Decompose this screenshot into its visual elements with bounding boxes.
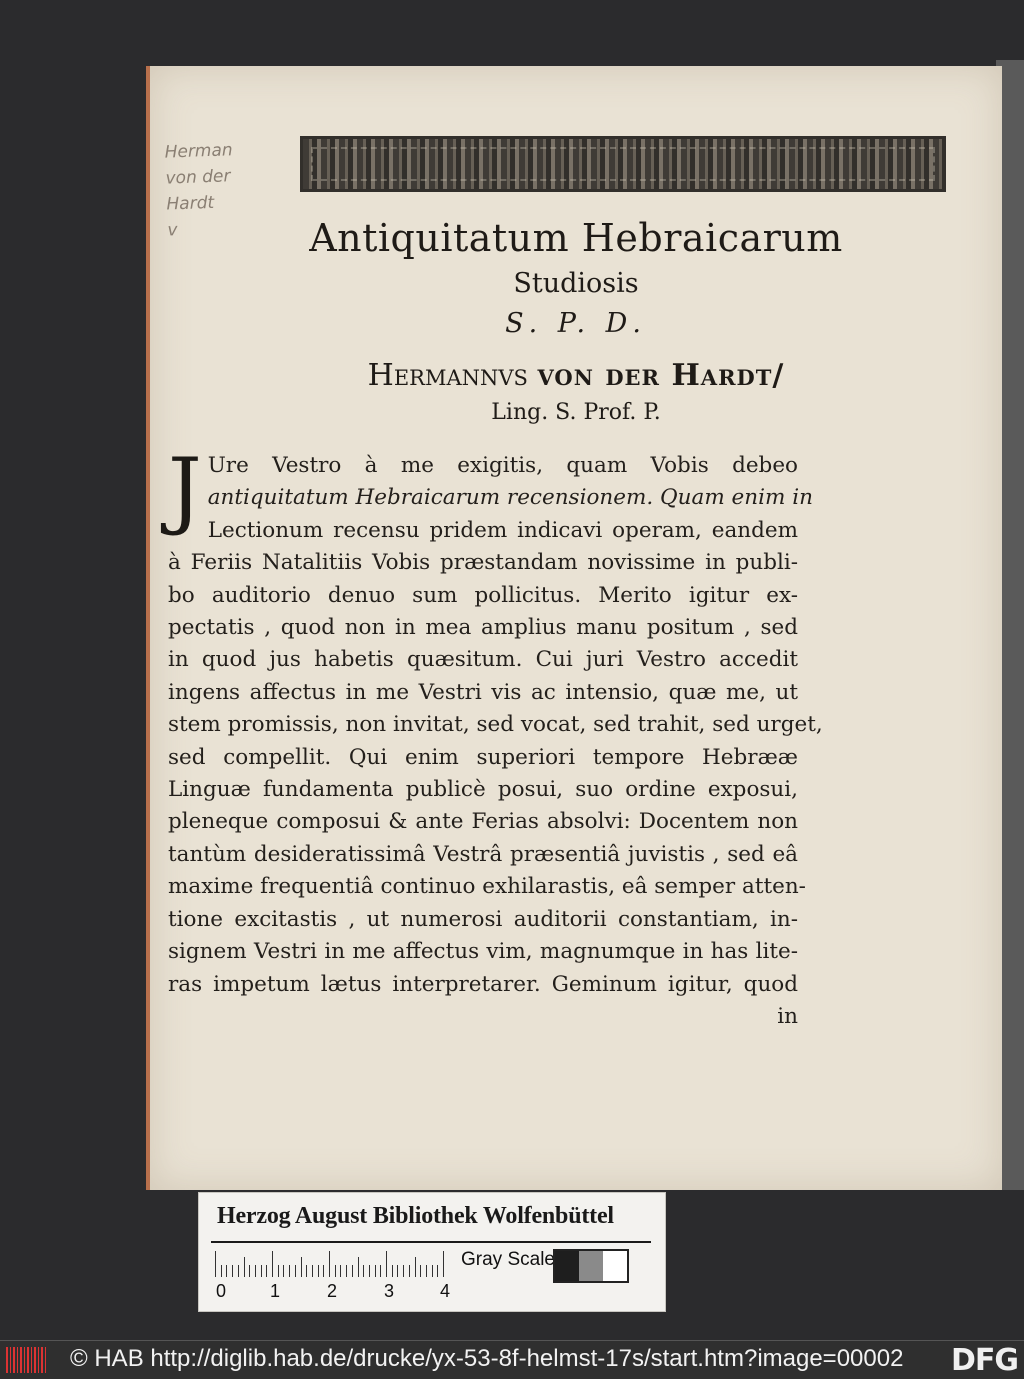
author-name-fraktur: von der Hardt/ — [537, 358, 785, 393]
ruler-tick — [289, 1265, 290, 1277]
ruler-tick — [380, 1265, 381, 1277]
ruler-number: 4 — [439, 1281, 450, 1301]
ruler-tick — [363, 1265, 364, 1277]
ruler-tick — [443, 1251, 444, 1277]
ruler-tick — [386, 1251, 387, 1277]
ruler-number: 1 — [269, 1281, 280, 1301]
viewer-footer — [0, 1340, 1024, 1379]
hab-logo-icon — [6, 1347, 46, 1373]
text-line: sed compellit. Qui enim superiori tempore Hebrææ — [168, 744, 798, 770]
author-name — [150, 358, 1002, 393]
ruler-tick — [335, 1265, 336, 1277]
ruler-tick — [346, 1265, 347, 1277]
ruler-tick — [352, 1265, 353, 1277]
page-subtitle: Studiosis — [513, 268, 639, 299]
ruler-tick — [358, 1257, 359, 1277]
text-line: ingens affectus in me Vestri vis ac intensio, quæ me, ut — [168, 679, 798, 705]
text-line: tantùm desideratissimâ Vestrâ præsentiâ juvistis , sed eâ — [168, 841, 798, 867]
margin-annotation-line: Herman — [164, 140, 233, 163]
ruler-tick — [340, 1265, 341, 1277]
margin-annotation-line: v — [167, 220, 178, 241]
ruler-tick — [215, 1251, 216, 1277]
text-line: pleneque composui & ante Ferias absolvi: Docentem non — [168, 809, 798, 835]
gray-swatch — [579, 1251, 603, 1281]
body-text — [168, 440, 823, 1033]
margin-annotation-line: Hardt — [166, 192, 215, 215]
margin-annotation-line: von der — [165, 166, 231, 189]
text-line: stem promissis, non invitat, sed vocat, sed trahit, sed urget, — [168, 712, 823, 738]
text-line: tione excitastis , ut numerosi auditorii constantiam, in- — [168, 906, 798, 932]
library-color-card — [198, 1192, 666, 1312]
gray-scale-swatches — [553, 1249, 629, 1283]
ruler-tick — [226, 1265, 227, 1277]
ruler-tick — [301, 1257, 302, 1277]
text-line: pectatis , quod non in mea amplius manu positum , sed — [168, 615, 798, 641]
ruler-tick — [415, 1257, 416, 1277]
ruler-tick — [432, 1265, 433, 1277]
ruler-number: 3 — [383, 1281, 394, 1301]
ruler-number: 0 — [215, 1281, 226, 1301]
drop-cap: J — [168, 440, 202, 538]
ruler-tick — [437, 1265, 438, 1277]
text-line: ras impetum lætus interpretarer. Geminum igitur, quod — [168, 971, 798, 997]
gray-swatch — [555, 1251, 579, 1281]
text-line: maxime frequentiâ continuo exhilarastis, eâ semper atten- — [168, 874, 806, 900]
text-line: Linguæ fundamenta publicè posui, suo ordine exposui, — [168, 777, 798, 803]
text-line: Lectionum recensu pridem indicavi operam, eandem — [207, 517, 798, 543]
scale-ruler — [215, 1251, 447, 1277]
ruler-tick — [375, 1265, 376, 1277]
ruler-tick — [221, 1265, 222, 1277]
ruler-tick — [249, 1265, 250, 1277]
ruler-tick — [397, 1265, 398, 1277]
card-divider — [211, 1241, 651, 1243]
author-name-roman: Hermannvs — [367, 358, 528, 393]
ruler-number: 2 — [326, 1281, 337, 1301]
ruler-tick — [392, 1265, 393, 1277]
ruler-tick — [261, 1265, 262, 1277]
ruler-tick — [232, 1265, 233, 1277]
gray-scale-label: Gray Scale — [461, 1249, 555, 1270]
ruler-tick — [244, 1257, 245, 1277]
ruler-tick — [283, 1265, 284, 1277]
text-line: in quod jus habetis quæsitum. Cui juri Vestro accedit — [168, 647, 798, 673]
ruler-tick — [369, 1265, 370, 1277]
ruler-tick — [318, 1265, 319, 1277]
catchword: in — [777, 1003, 798, 1029]
ruler-tick — [306, 1265, 307, 1277]
ruler-tick — [409, 1265, 410, 1277]
ruler-tick — [272, 1251, 273, 1277]
ruler-tick — [255, 1265, 256, 1277]
source-credit-link[interactable]: © HAB http://diglib.hab.de/drucke/yx-53-8f-helmst-17s/start.htm?image=00002 — [70, 1345, 904, 1372]
ruler-tick — [238, 1265, 239, 1277]
page-title: Antiquitatum Hebraicarum — [309, 216, 843, 260]
dfg-logo: DFG — [950, 1343, 1018, 1378]
gray-swatch — [603, 1251, 627, 1281]
text-line: antiquitatum Hebraicarum recensionem. Quam enim in — [207, 485, 813, 511]
ruler-tick — [426, 1265, 427, 1277]
ruler-tick — [420, 1265, 421, 1277]
text-line: signem Vestri in me affectus vim, magnumque in has lite- — [168, 939, 798, 965]
ruler-tick — [295, 1265, 296, 1277]
decorative-headpiece — [300, 136, 946, 192]
ruler-tick — [312, 1265, 313, 1277]
ruler-tick — [403, 1265, 404, 1277]
text-line: bo auditorio denuo sum pollicitus. Merito igitur ex- — [168, 582, 798, 608]
author-position: Ling. S. Prof. P. — [491, 400, 661, 425]
salutation: S. P. D. — [505, 308, 647, 339]
ruler-tick — [278, 1265, 279, 1277]
library-name: Herzog August Bibliothek Wolfenbüttel — [217, 1203, 614, 1229]
ruler-tick — [266, 1265, 267, 1277]
ruler-tick — [329, 1251, 330, 1277]
text-line: Ure Vestro à me exigitis, quam Vobis debeo — [207, 453, 798, 478]
ruler-tick — [323, 1265, 324, 1277]
text-line: à Feriis Natalitiis Vobis præstandam novissime in publi- — [168, 550, 798, 576]
